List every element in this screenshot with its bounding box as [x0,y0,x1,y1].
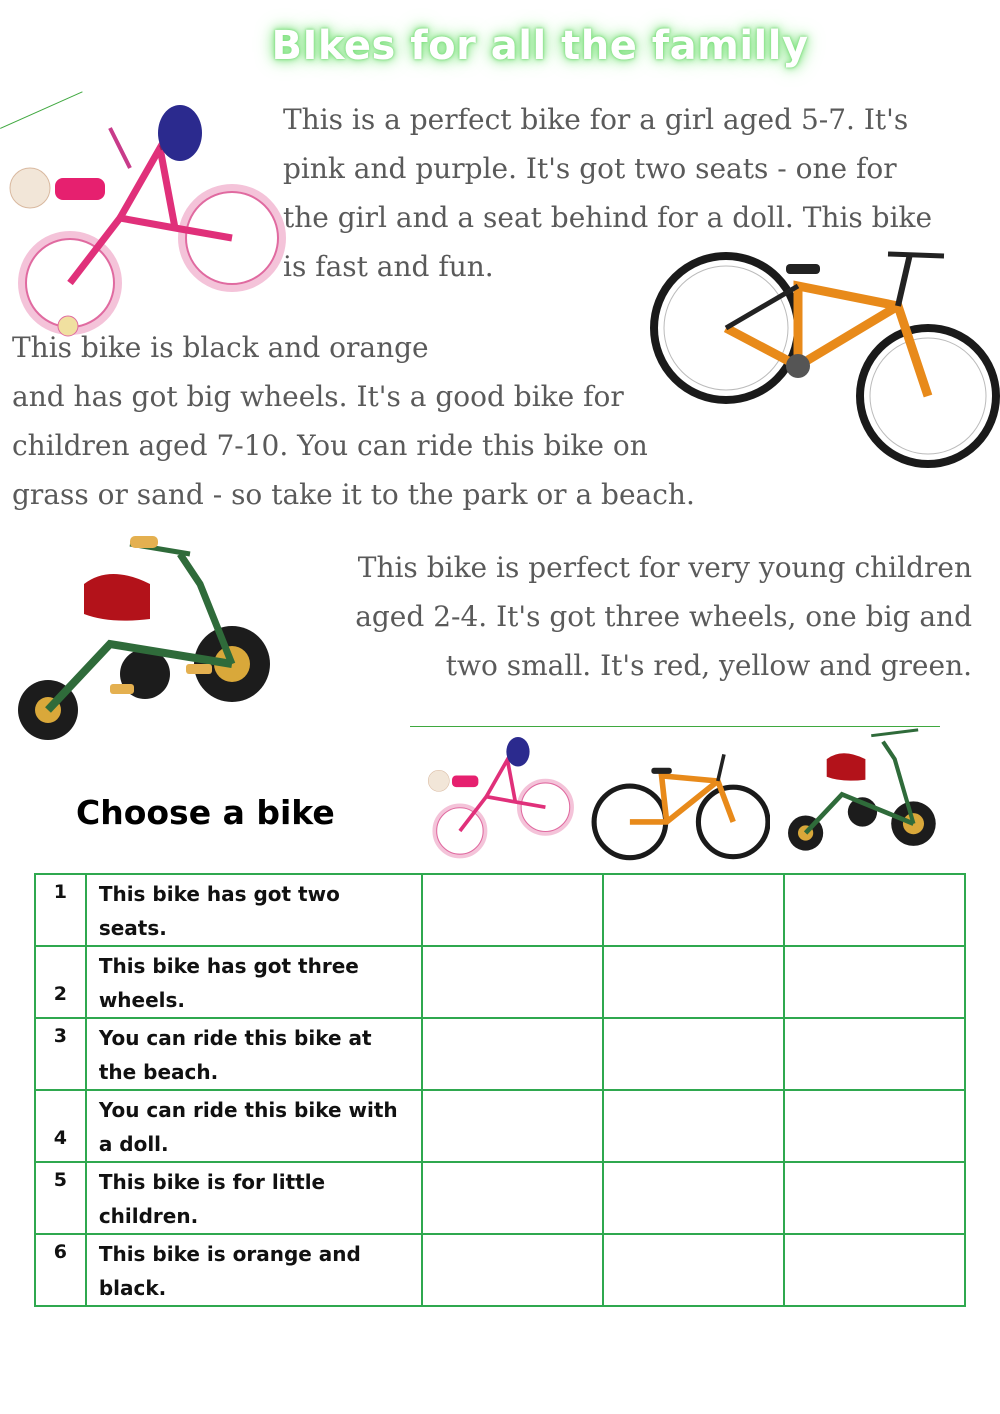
text-line: This is a perfect bike for a girl aged 5-7. It's [283,103,909,136]
question-text: You can ride this bike at the beach. [86,1018,422,1090]
text-line: This bike is perfect for very young children [357,551,972,584]
answer-cell-girls-bike[interactable] [422,1234,603,1306]
mountain-bike-thumbnail [590,745,770,862]
table-row [35,874,965,946]
answer-cell-girls-bike[interactable] [422,1090,603,1162]
row-number: 1 [53,881,68,903]
text-line: two small. It's red, yellow and green. [445,649,972,682]
text-line: and has got big wheels. It's a good bike for [12,380,624,413]
table-row [35,1234,965,1306]
answer-cell-tricycle[interactable] [784,1018,965,1090]
answer-cell-tricycle[interactable] [784,874,965,946]
girls-bike-description [283,95,993,291]
text-line: pink and purple. It's got two seats - one for [283,152,897,185]
answer-cell-mountain-bike[interactable] [603,1090,784,1162]
answer-cell-mountain-bike[interactable] [603,1234,784,1306]
row-number: 6 [53,1241,68,1263]
tricycle-image [0,524,285,756]
tricycle-description [270,543,972,690]
answer-cell-girls-bike[interactable] [422,1162,603,1234]
row-number: 5 [53,1169,68,1191]
answer-cell-tricycle[interactable] [784,946,965,1018]
mountain-bike-description [12,323,772,519]
text-line: the girl and a seat behind for a doll. This bike [283,201,933,234]
text-line: grass or sand - so take it to the park or a beach. [12,478,695,511]
text-line: is fast and fun. [283,250,494,283]
question-text: This bike is for little children. [86,1162,422,1234]
question-text: This bike is orange and black. [86,1234,422,1306]
question-text: This bike has got three wheels. [86,946,422,1018]
table-row [35,1018,965,1090]
tricycle-thumbnail [772,724,950,860]
answer-cell-mountain-bike[interactable] [603,1018,784,1090]
text-line: This bike is black and orange [12,331,429,364]
table-row [35,1162,965,1234]
answer-cell-mountain-bike[interactable] [603,1162,784,1234]
text-line: aged 2-4. It's got three wheels, one big and [355,600,972,633]
text-line: children aged 7-10. You can ride this bike on [12,429,648,462]
answer-cell-tricycle[interactable] [784,1090,965,1162]
row-number: 3 [53,1025,68,1047]
answer-cell-mountain-bike[interactable] [603,946,784,1018]
row-number: 4 [53,1127,68,1149]
answer-cell-tricycle[interactable] [784,1162,965,1234]
quiz-heading: Choose a bike [76,793,335,832]
girls-bike-thumbnail [412,728,587,860]
question-text: You can ride this bike with a doll. [86,1090,422,1162]
row-number: 2 [53,983,68,1005]
answer-cell-girls-bike[interactable] [422,946,603,1018]
question-text: This bike has got two seats. [86,874,422,946]
answer-cell-mountain-bike[interactable] [603,874,784,946]
table-row [35,946,965,1018]
bike-matching-table [34,873,966,1307]
page-title: BIkes for all the familly [271,23,809,69]
answer-cell-girls-bike[interactable] [422,1018,603,1090]
answer-cell-tricycle[interactable] [784,1234,965,1306]
girls-bike-image [0,88,290,338]
table-row [35,1090,965,1162]
answer-cell-girls-bike[interactable] [422,874,603,946]
